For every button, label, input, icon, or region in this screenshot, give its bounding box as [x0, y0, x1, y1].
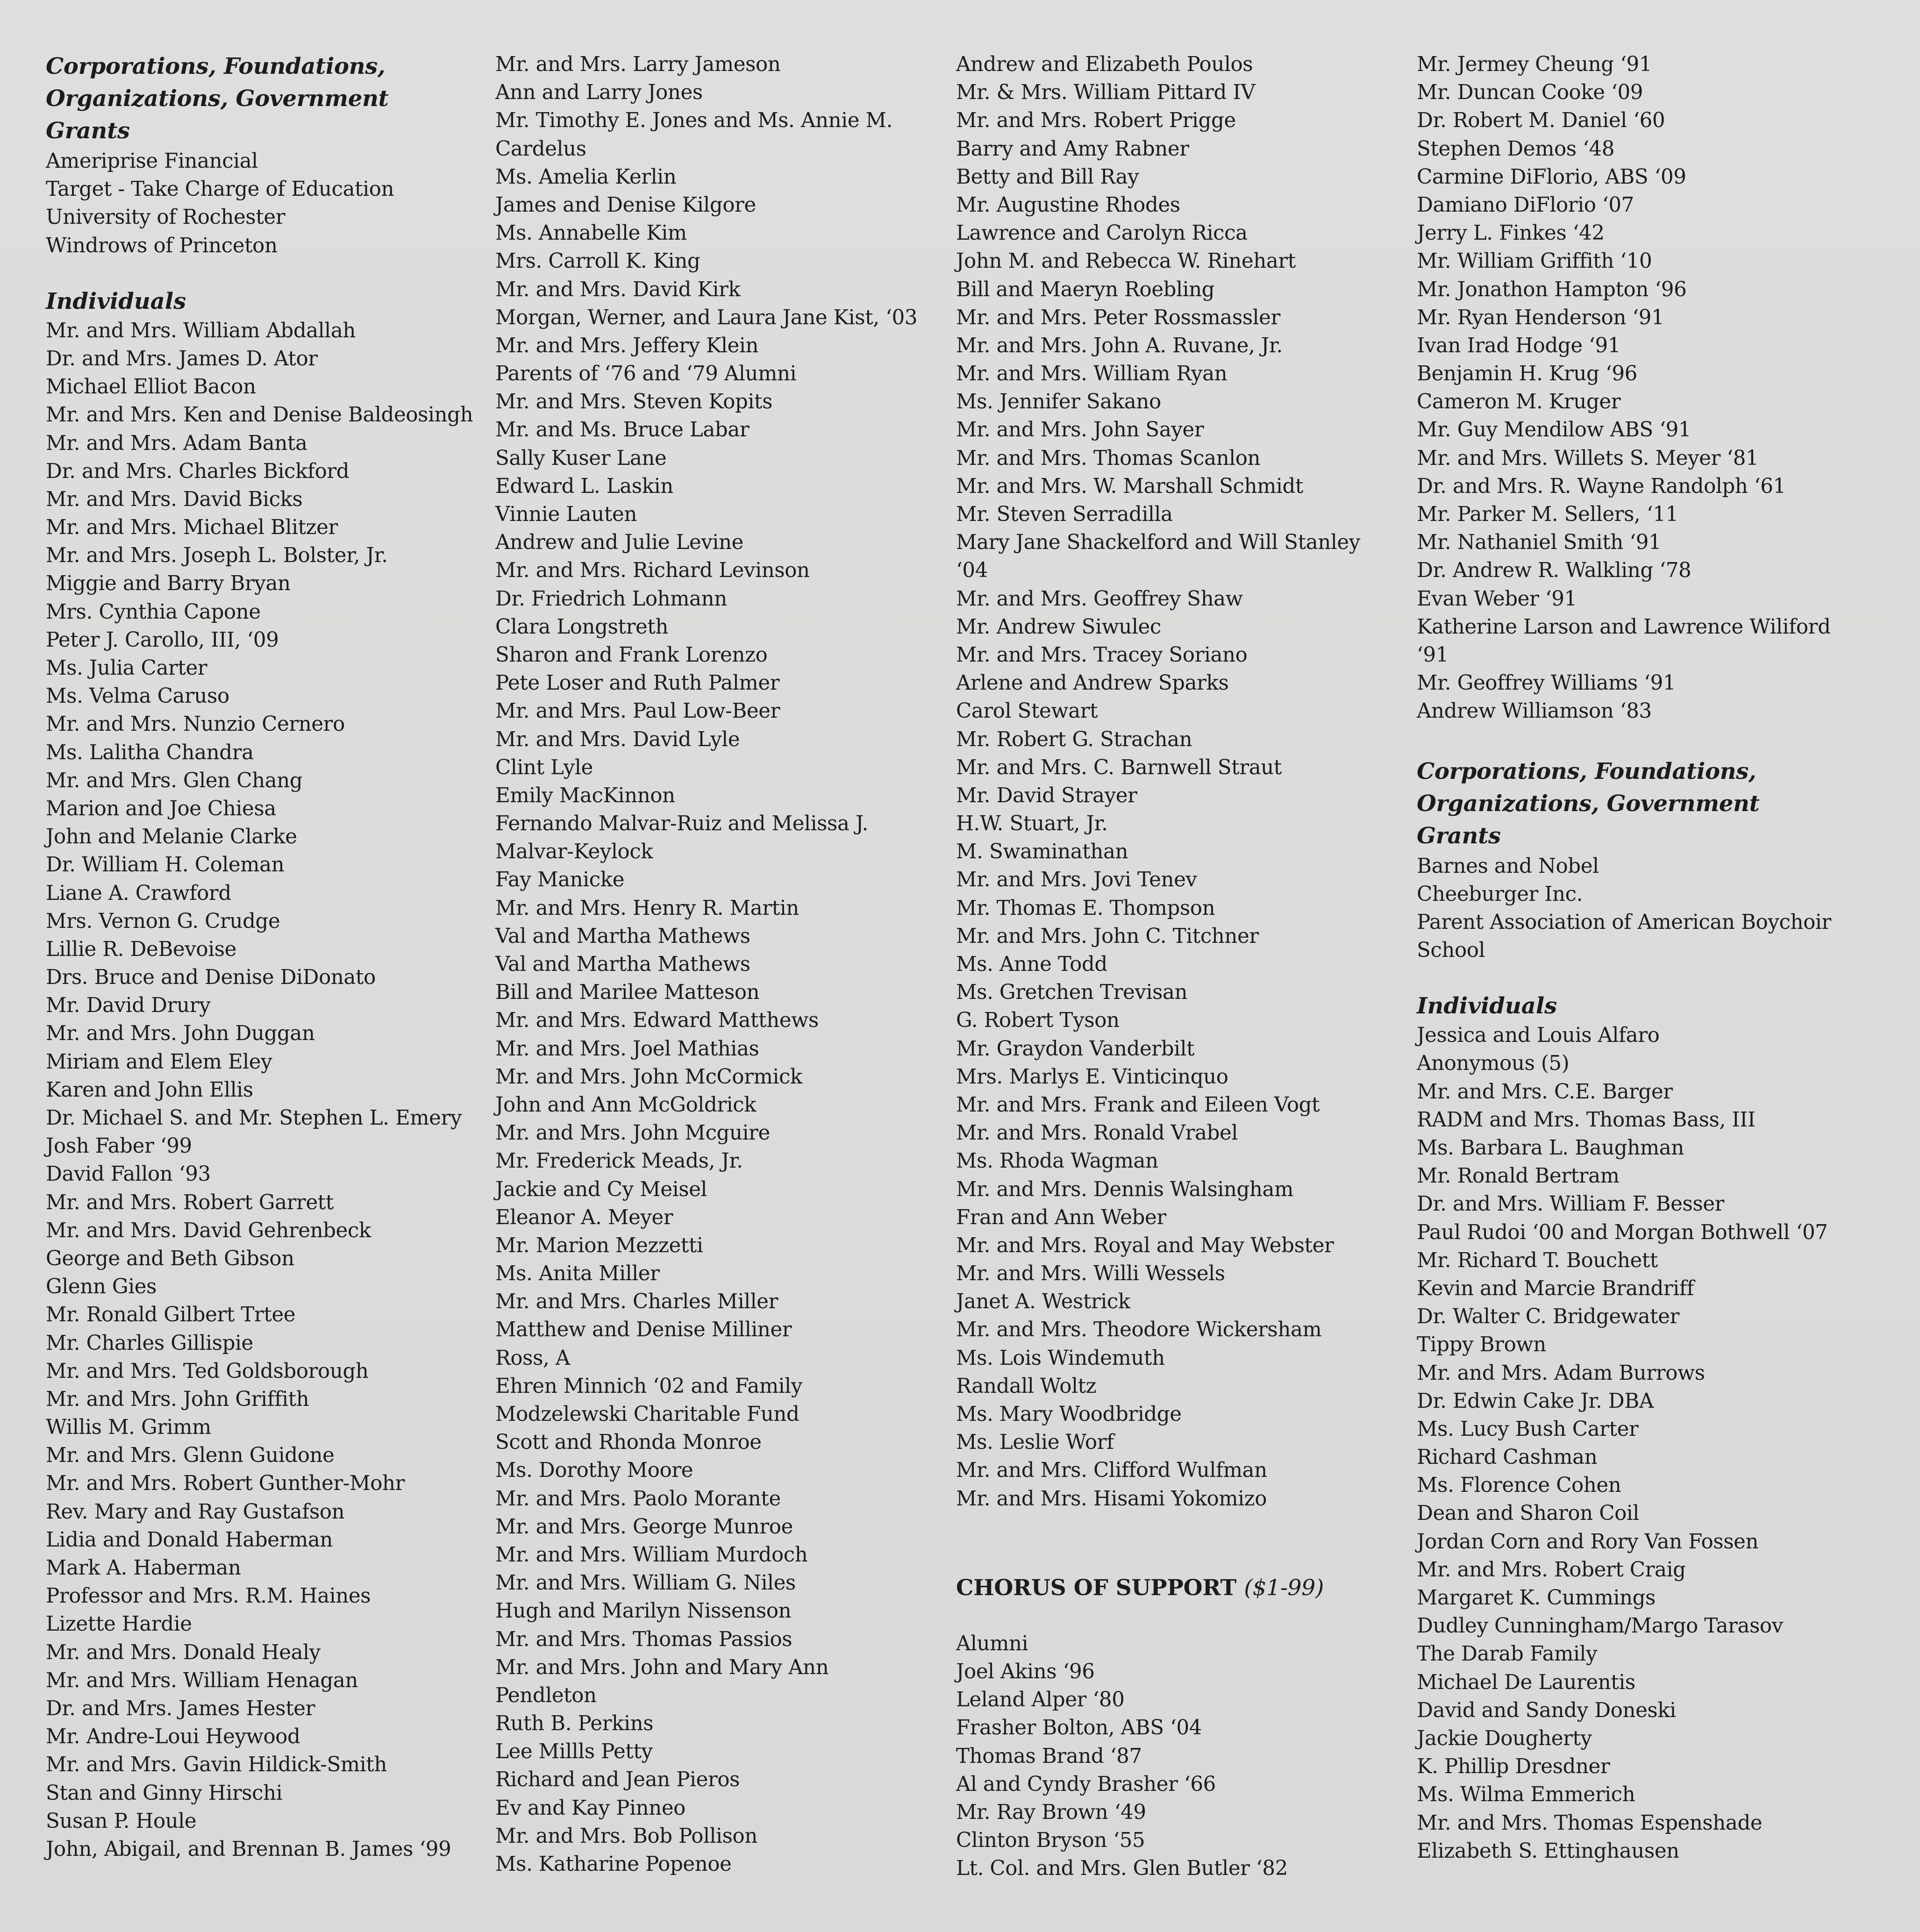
- list-item: H.W. Stuart, Jr.: [956, 812, 1108, 836]
- list-item: Mr. and Mrs. William G. Niles: [495, 1571, 796, 1595]
- list-item: Malvar-Keylock: [495, 840, 653, 864]
- list-item: Joel Akins ‘96: [956, 1660, 1095, 1683]
- list-item: Mr. & Mrs. William Pittard IV: [956, 81, 1256, 105]
- list-item: Ivan Irad Hodge ‘91: [1417, 334, 1621, 357]
- list-item: Andrew Williamson ‘83: [1417, 699, 1652, 723]
- list-item: Mr. Jermey Cheung ‘91: [1417, 53, 1652, 76]
- list-item: Mr. and Mrs. George Munroe: [495, 1515, 793, 1539]
- list-item: Scott and Rhonda Monroe: [495, 1431, 762, 1454]
- list-item: Mr. Timothy E. Jones and Ms. Annie M.: [495, 109, 893, 133]
- list-item: Dr. and Mrs. R. Wayne Randolph ‘61: [1417, 474, 1786, 498]
- list-item: Josh Faber ‘99: [46, 1134, 192, 1158]
- list-item: Mr. and Mrs. Nunzio Cernero: [46, 713, 345, 736]
- list-item: Lee Millls Petty: [495, 1740, 653, 1764]
- list-item: Mr. and Mrs. C.E. Barger: [1417, 1080, 1673, 1104]
- list-item: Leland Alper ‘80: [956, 1688, 1125, 1712]
- list-item: Mr. and Mrs. John A. Ruvane, Jr.: [956, 334, 1283, 357]
- list-item: Mr. and Mrs. W. Marshall Schmidt: [956, 474, 1303, 498]
- list-item: Fay Manicke: [495, 868, 625, 892]
- list-item: Mr. Robert G. Strachan: [956, 727, 1192, 751]
- heading-line: Corporations, Foundations,: [1417, 758, 1756, 784]
- list-item: M. Swaminathan: [956, 840, 1128, 864]
- list-item: Ruth B. Perkins: [495, 1712, 654, 1736]
- names-list: [956, 50, 1405, 1513]
- list-item: Tippy Brown: [1417, 1333, 1546, 1357]
- list-item: Mr. and Ms. Bruce Labar: [495, 418, 749, 442]
- corporations-list: [46, 147, 494, 260]
- individuals-heading: Individuals: [1417, 993, 1557, 1019]
- list-item: Lawrence and Carolyn Ricca: [956, 221, 1248, 245]
- list-item: Emily MacKinnon: [495, 784, 675, 807]
- list-item: Rev. Mary and Ray Gustafson: [46, 1500, 345, 1524]
- list-item: Mr. and Mrs. Willi Wessels: [956, 1262, 1225, 1286]
- list-item: Val and Martha Mathews: [495, 924, 750, 948]
- heading-line: Grants: [1417, 822, 1501, 849]
- list-item: Mr. Geoffrey Williams ‘91: [1417, 671, 1676, 695]
- list-item: Mr. and Mrs. Peter Rossmassler: [956, 306, 1280, 329]
- list-item: Mr. David Strayer: [956, 784, 1137, 807]
- list-item: Marion and Joe Chiesa: [46, 797, 276, 820]
- list-item: Fernando Malvar-Ruiz and Melissa J.: [495, 812, 869, 836]
- list-item: Janet A. Westrick: [956, 1290, 1130, 1314]
- list-item: Cardelus: [495, 137, 586, 161]
- list-item: Mr. and Mrs. Glen Chang: [46, 769, 303, 792]
- list-item: Ms. Mary Woodbridge: [956, 1403, 1182, 1426]
- list-item: Ms. Anita Miller: [495, 1262, 660, 1286]
- list-item: Frasher Bolton, ABS ‘04: [956, 1716, 1202, 1740]
- list-item: Dr. Walter C. Bridgewater: [1417, 1305, 1679, 1329]
- list-item: Ross, A: [495, 1346, 570, 1370]
- chorus-title: CHORUS OF SUPPORT: [956, 1575, 1237, 1601]
- list-item: Eleanor A. Meyer: [495, 1205, 673, 1229]
- list-item: Mrs. Cynthia Capone: [46, 600, 261, 624]
- list-item: Lillie R. DeBevoise: [46, 937, 236, 961]
- list-item: Michael Elliot Bacon: [46, 375, 256, 399]
- list-item: Mr. and Mrs. Ronald Vrabel: [956, 1121, 1238, 1145]
- list-item: Mr. and Mrs. Paul Low-Beer: [495, 699, 780, 723]
- list-item: Mr. and Mrs. Donald Healy: [46, 1640, 321, 1664]
- list-item: Ms. Leslie Worf: [956, 1431, 1114, 1454]
- list-item: ‘91: [1417, 643, 1449, 667]
- spacer: [956, 1604, 1405, 1630]
- list-item: Mr. Ronald Gilbert Trtee: [46, 1303, 296, 1327]
- list-item: Andrew and Julie Levine: [495, 531, 744, 555]
- list-item: Mr. and Mrs. Royal and May Webster: [956, 1233, 1334, 1257]
- list-item: Mr. and Mrs. Tracey Soriano: [956, 643, 1248, 667]
- list-item: Mrs. Carroll K. King: [495, 250, 700, 273]
- list-item: Mr. Steven Serradilla: [956, 503, 1173, 526]
- list-item: Mr. and Mrs. William Henagan: [46, 1668, 358, 1692]
- list-item: Stan and Ginny Hirschi: [46, 1781, 283, 1805]
- list-item: Mr. Ryan Henderson ‘91: [1417, 306, 1664, 329]
- list-item: Mr. and Mrs. Adam Burrows: [1417, 1361, 1705, 1385]
- list-item: Ms. Annabelle Kim: [495, 221, 687, 245]
- list-item: Dr. and Mrs. William F. Besser: [1417, 1192, 1725, 1216]
- heading-line: Corporations, Foundations,: [46, 53, 385, 79]
- list-item: James and Denise Kilgore: [495, 193, 756, 217]
- spacer: [1417, 726, 1865, 756]
- list-item: The Darab Family: [1417, 1642, 1598, 1666]
- corporations-list: [1417, 852, 1865, 965]
- list-item: Glenn Gies: [46, 1275, 157, 1299]
- chorus-of-support-heading: [956, 1573, 1405, 1604]
- list-item: Dudley Cunningham/Margo Tarasov: [1417, 1614, 1783, 1638]
- list-item: Ms. Rhoda Wagman: [956, 1149, 1158, 1173]
- list-item: Morgan, Werner, and Laura Jane Kist, ‘03: [495, 306, 918, 329]
- list-item: Karen and John Ellis: [46, 1078, 253, 1102]
- list-item: Mr. and Mrs. Frank and Eileen Vogt: [956, 1093, 1320, 1117]
- list-item: David Fallon ‘93: [46, 1162, 211, 1186]
- list-item: Mr. and Mrs. John and Mary Ann: [495, 1655, 829, 1679]
- list-item: Mr. Marion Mezzetti: [495, 1233, 703, 1257]
- list-item: Mr. and Mrs. Dennis Walsingham: [956, 1177, 1293, 1201]
- list-item: Mr. and Mrs. John C. Titchner: [956, 924, 1259, 948]
- list-item: University of Rochester: [46, 206, 286, 229]
- list-item: Mr. and Mrs. John Griffith: [46, 1387, 309, 1411]
- list-item: Mr. and Mrs. David Bicks: [46, 487, 303, 511]
- list-item: Edward L. Laskin: [495, 474, 673, 498]
- list-item: Dr. Michael S. and Mr. Stephen L. Emery: [46, 1106, 462, 1130]
- list-item: Ms. Lois Windemuth: [956, 1346, 1165, 1370]
- list-item: Al and Cyndy Brasher ‘66: [956, 1772, 1216, 1796]
- list-item: Pete Loser and Ruth Palmer: [495, 671, 780, 695]
- list-item: Ehren Minnich ‘02 and Family: [495, 1374, 802, 1398]
- list-item: Mr. Richard T. Bouchett: [1417, 1248, 1658, 1272]
- alumni-list: [1417, 50, 1865, 726]
- list-item: Arlene and Andrew Sparks: [956, 671, 1229, 695]
- list-item: Andrew and Elizabeth Poulos: [956, 53, 1253, 76]
- list-item: Barnes and Nobel: [1417, 854, 1599, 878]
- list-item: Mr. and Mrs. Thomas Scanlon: [956, 446, 1261, 470]
- list-item: John M. and Rebecca W. Rinehart: [956, 250, 1296, 273]
- alumni-heading: Alumni: [956, 1632, 1028, 1655]
- list-item: Willis M. Grimm: [46, 1416, 211, 1440]
- list-item: Barry and Amy Rabner: [956, 137, 1189, 161]
- chorus-range: ($1-99): [1244, 1575, 1324, 1601]
- list-item: Mr. and Mrs. Edward Matthews: [495, 1009, 819, 1033]
- list-item: Mr. and Mrs. Adam Banta: [46, 431, 307, 455]
- list-item: Fran and Ann Weber: [956, 1205, 1166, 1229]
- list-item: Dr. William H. Coleman: [46, 853, 285, 877]
- heading-line: Organizations, Government: [46, 86, 389, 112]
- list-item: Sally Kuser Lane: [495, 446, 667, 470]
- list-item: Mr. and Mrs. John McCormick: [495, 1065, 802, 1089]
- individuals-list: [46, 317, 494, 1863]
- list-item: Ms. Amelia Kerlin: [495, 165, 677, 189]
- list-item: Paul Rudoi ‘00 and Morgan Bothwell ‘07: [1417, 1220, 1828, 1244]
- list-item: Liane A. Crawford: [46, 881, 231, 905]
- list-item: Mr. and Mrs. William Abdallah: [46, 319, 356, 342]
- list-item: Mr. Thomas E. Thompson: [956, 896, 1215, 920]
- list-item: Mr. and Mrs. Robert Craig: [1417, 1558, 1686, 1582]
- list-item: Dr. and Mrs. Charles Bickford: [46, 459, 350, 483]
- list-item: Mr. and Mrs. Michael Blitzer: [46, 516, 338, 540]
- list-item: Bill and Maeryn Roebling: [956, 278, 1215, 301]
- list-item: Lt. Col. and Mrs. Glen Butler ‘82: [956, 1857, 1288, 1881]
- list-item: Mr. and Mrs. Joel Mathias: [495, 1037, 759, 1061]
- list-item: Mr. and Mrs. John Sayer: [956, 418, 1204, 442]
- list-item: Mr. and Mrs. Thomas Passios: [495, 1627, 792, 1651]
- list-item: Mr. and Mrs. Ken and Denise Baldeosingh: [46, 403, 473, 427]
- list-item: Carmine DiFlorio, ABS ‘09: [1417, 165, 1686, 189]
- list-item: Mr. and Mrs. Geoffrey Shaw: [956, 587, 1243, 611]
- list-item: Stephen Demos ‘48: [1417, 137, 1615, 161]
- list-item: Mr. Andre-Loui Heywood: [46, 1725, 300, 1749]
- spacer: [956, 1513, 1405, 1573]
- list-item: Jessica and Louis Alfaro: [1417, 1024, 1660, 1048]
- list-item: Mr. Parker M. Sellers, ‘11: [1417, 503, 1678, 526]
- heading-line: Organizations, Government: [1417, 790, 1760, 817]
- list-item: Matthew and Denise Milliner: [495, 1318, 792, 1342]
- list-item: Clinton Bryson ‘55: [956, 1829, 1145, 1853]
- list-item: Susan P. Houle: [46, 1809, 197, 1833]
- list-item: Mr. and Mrs. Richard Levinson: [495, 559, 810, 583]
- column-3: [956, 50, 1405, 1882]
- list-item: Cameron M. Kruger: [1417, 390, 1621, 414]
- list-item: Ms. Jennifer Sakano: [956, 390, 1161, 414]
- list-item: Ann and Larry Jones: [495, 81, 703, 105]
- list-item: Pendleton: [495, 1683, 597, 1707]
- list-item: Drs. Bruce and Denise DiDonato: [46, 966, 376, 990]
- list-item: Mr. and Mrs. Glenn Guidone: [46, 1444, 335, 1468]
- list-item: G. Robert Tyson: [956, 1009, 1120, 1033]
- list-item: Mr. and Mrs. Bob Pollison: [495, 1824, 757, 1848]
- list-item: Carol Stewart: [956, 699, 1098, 723]
- corporations-heading: [1417, 756, 1865, 852]
- list-item: Professor and Mrs. R.M. Haines: [46, 1584, 371, 1608]
- list-item: Jackie Dougherty: [1417, 1726, 1592, 1750]
- list-item: Ms. Gretchen Trevisan: [956, 981, 1188, 1005]
- list-item: Mark A. Haberman: [46, 1556, 241, 1580]
- list-item: Mr. and Mrs. Jovi Tenev: [956, 868, 1197, 892]
- list-item: Ms. Katharine Popenoe: [495, 1853, 732, 1876]
- list-item: Mr. Ronald Bertram: [1417, 1164, 1620, 1188]
- list-item: Ms. Lalitha Chandra: [46, 741, 254, 764]
- list-item: Mr. Guy Mendilow ABS ‘91: [1417, 418, 1692, 442]
- list-item: Mr. and Mrs. Joseph L. Bolster, Jr.: [46, 544, 388, 568]
- list-item: Mr. and Mrs. David Lyle: [495, 727, 740, 751]
- heading-line: Grants: [46, 118, 130, 144]
- list-item: Mr. and Mrs. Robert Garrett: [46, 1191, 334, 1214]
- list-item: Benjamin H. Krug ‘96: [1417, 362, 1637, 386]
- list-item: Mr. and Mrs. David Gehrenbeck: [46, 1219, 371, 1242]
- list-item: Damiano DiFlorio ‘07: [1417, 193, 1634, 217]
- list-item: Mr. Charles Gillispie: [46, 1331, 253, 1355]
- list-item: Mr. David Drury: [46, 994, 211, 1018]
- list-item: Elizabeth S. Ettinghausen: [1417, 1839, 1679, 1863]
- list-item: Ms. Dorothy Moore: [495, 1459, 693, 1483]
- list-item: Mr. and Mrs. David Kirk: [495, 278, 741, 301]
- list-item: Dr. Andrew R. Walkling ‘78: [1417, 559, 1692, 583]
- list-item: Mr. and Mrs. Jeffery Klein: [495, 334, 759, 357]
- list-item: Vinnie Lauten: [495, 503, 637, 526]
- list-item: Mr. and Mrs. Robert Prigge: [956, 109, 1236, 133]
- list-item: Margaret K. Cummings: [1417, 1586, 1656, 1610]
- list-item: Mr. and Mrs. Charles Miller: [495, 1290, 778, 1314]
- list-item: Ev and Kay Pinneo: [495, 1796, 685, 1820]
- list-item: Val and Martha Mathews: [495, 953, 750, 976]
- list-item: Michael De Laurentis: [1417, 1670, 1635, 1694]
- list-item: Ms. Anne Todd: [956, 953, 1107, 976]
- list-item: Mr. and Mrs. C. Barnwell Straut: [956, 756, 1282, 779]
- individuals-list: [1417, 1021, 1865, 1865]
- list-item: Mr. and Mrs. Robert Gunther-Mohr: [46, 1472, 405, 1496]
- alumni-list: [956, 1658, 1405, 1883]
- list-item: Mr. and Mrs. Thomas Espenshade: [1417, 1811, 1763, 1835]
- list-item: Kevin and Marcie Brandriff: [1417, 1276, 1694, 1300]
- list-item: John, Abigail, and Brennan B. James ‘99: [46, 1837, 451, 1861]
- list-item: Dean and Sharon Coil: [1417, 1502, 1639, 1526]
- column-4: [1417, 50, 1865, 1865]
- list-item: Mr. Graydon Vanderbilt: [956, 1037, 1195, 1061]
- list-item: Dr. Friedrich Lohmann: [495, 587, 727, 611]
- list-item: Randall Woltz: [956, 1374, 1097, 1398]
- spacer: [46, 260, 494, 286]
- list-item: Jackie and Cy Meisel: [495, 1177, 707, 1201]
- list-item: Betty and Bill Ray: [956, 165, 1139, 189]
- list-item: Cheeburger Inc.: [1417, 882, 1583, 906]
- list-item: Mr. Andrew Siwulec: [956, 615, 1161, 639]
- list-item: Mary Jane Shackelford and Will Stanley: [956, 531, 1360, 555]
- list-item: Dr. Robert M. Daniel ‘60: [1417, 109, 1665, 133]
- list-item: Katherine Larson and Lawrence Wiliford: [1417, 615, 1831, 639]
- list-item: Mr. William Griffith ‘10: [1417, 250, 1652, 273]
- list-item: Mrs. Vernon G. Crudge: [46, 909, 280, 933]
- list-item: David and Sandy Doneski: [1417, 1698, 1676, 1722]
- list-item: Thomas Brand ‘87: [956, 1744, 1142, 1768]
- column-2: [495, 50, 944, 1878]
- list-item: Mr. and Mrs. John Mcguire: [495, 1121, 770, 1145]
- list-item: Hugh and Marilyn Nissenson: [495, 1599, 792, 1623]
- list-item: Mr. and Mrs. Clifford Wulfman: [956, 1459, 1267, 1483]
- list-item: Miriam and Elem Eley: [46, 1050, 272, 1074]
- list-item: Mr. Ray Brown ‘49: [956, 1800, 1146, 1824]
- list-item: Modzelewski Charitable Fund: [495, 1403, 799, 1426]
- list-item: Bill and Marilee Matteson: [495, 981, 760, 1005]
- list-item: Lizette Hardie: [46, 1612, 192, 1636]
- list-item: Richard Cashman: [1417, 1446, 1598, 1469]
- list-item: Parent Association of American Boychoir: [1417, 910, 1831, 934]
- list-item: Mr. and Mrs. John Duggan: [46, 1022, 315, 1046]
- list-item: John and Melanie Clarke: [46, 825, 297, 849]
- list-item: Mr. and Mrs. Steven Kopits: [495, 390, 773, 414]
- list-item: Ms. Wilma Emmerich: [1417, 1783, 1635, 1807]
- list-item: Mr. and Mrs. Ted Goldsborough: [46, 1359, 369, 1383]
- list-item: Windrows of Princeton: [46, 234, 278, 257]
- list-item: Clara Longstreth: [495, 615, 669, 639]
- list-item: Mr. and Mrs. William Ryan: [956, 362, 1228, 386]
- list-item: Anonymous (5): [1417, 1052, 1570, 1076]
- list-item: George and Beth Gibson: [46, 1247, 294, 1270]
- list-item: Jordan Corn and Rory Van Fossen: [1417, 1530, 1759, 1554]
- list-item: Mr. and Mrs. Willets S. Meyer ‘81: [1417, 446, 1759, 470]
- list-item: Ms. Lucy Bush Carter: [1417, 1417, 1639, 1441]
- list-item: Clint Lyle: [495, 756, 593, 779]
- list-item: Target - Take Charge of Education: [46, 178, 394, 201]
- list-item: Mr. and Mrs. Larry Jameson: [495, 53, 781, 76]
- list-item: School: [1417, 939, 1485, 962]
- list-item: RADM and Mrs. Thomas Bass, III: [1417, 1108, 1756, 1132]
- list-item: Mrs. Marlys E. Vinticinquo: [956, 1065, 1228, 1089]
- list-item: Peter J. Carollo, III, ‘09: [46, 628, 279, 652]
- list-item: Evan Weber ‘91: [1417, 587, 1577, 611]
- list-item: Lidia and Donald Haberman: [46, 1528, 333, 1552]
- corporations-heading: [46, 50, 494, 147]
- list-item: Mr. Nathaniel Smith ‘91: [1417, 531, 1662, 555]
- list-item: Miggie and Barry Bryan: [46, 572, 291, 596]
- list-item: Mr. and Mrs. William Murdoch: [495, 1543, 808, 1567]
- list-item: Parents of ‘76 and ‘79 Alumni: [495, 362, 797, 386]
- list-item: Ms. Julia Carter: [46, 656, 207, 680]
- list-item: Mr. and Mrs. Hisami Yokomizo: [956, 1487, 1267, 1511]
- list-item: Mr. Duncan Cooke ‘09: [1417, 81, 1643, 105]
- list-item: Jerry L. Finkes ‘42: [1417, 221, 1605, 245]
- list-item: Mr. and Mrs. Gavin Hildick-Smith: [46, 1753, 387, 1777]
- names-list: [495, 50, 944, 1878]
- list-item: Sharon and Frank Lorenzo: [495, 643, 768, 667]
- list-item: Dr. and Mrs. James D. Ator: [46, 347, 318, 371]
- list-item: Ms. Velma Caruso: [46, 684, 229, 708]
- list-item: K. Phillip Dresdner: [1417, 1755, 1610, 1779]
- list-item: Richard and Jean Pieros: [495, 1768, 740, 1792]
- list-item: Mr. Frederick Meads, Jr.: [495, 1149, 743, 1173]
- list-item: Mr. and Mrs. Paolo Morante: [495, 1487, 781, 1511]
- spacer: [1417, 964, 1865, 991]
- list-item: Dr. Edwin Cake Jr. DBA: [1417, 1389, 1654, 1413]
- list-item: Dr. and Mrs. James Hester: [46, 1697, 315, 1720]
- list-item: Mr. Jonathon Hampton ‘96: [1417, 278, 1687, 301]
- list-item: Ms. Florence Cohen: [1417, 1474, 1621, 1497]
- list-item: ‘04: [956, 559, 988, 583]
- individuals-heading: Individuals: [46, 288, 186, 314]
- list-item: Mr. Augustine Rhodes: [956, 193, 1180, 217]
- list-item: Mr. and Mrs. Theodore Wickersham: [956, 1318, 1322, 1342]
- column-1: [46, 50, 494, 1863]
- list-item: Ameriprise Financial: [46, 150, 258, 173]
- list-item: Mr. and Mrs. Henry R. Martin: [495, 896, 799, 920]
- list-item: John and Ann McGoldrick: [495, 1093, 757, 1117]
- list-item: Ms. Barbara L. Baughman: [1417, 1136, 1684, 1160]
